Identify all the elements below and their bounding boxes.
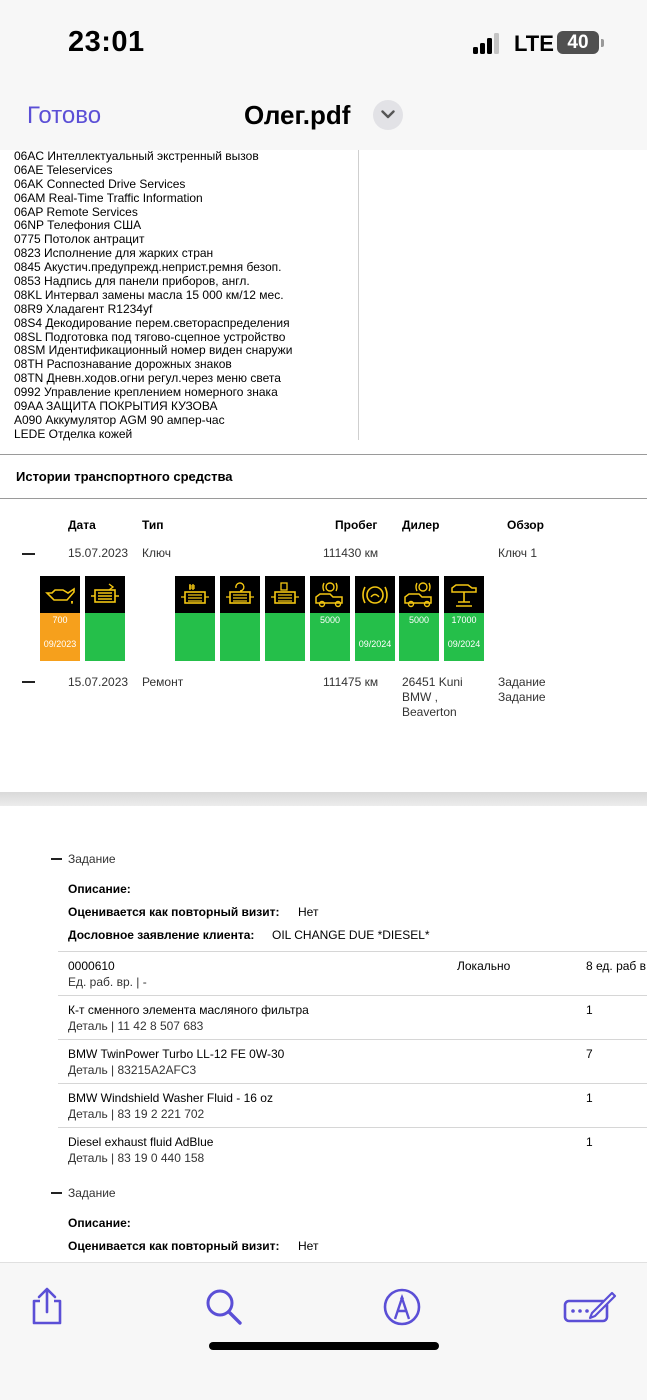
equipment-item: LEDE Отделка кожей bbox=[14, 426, 133, 441]
title-menu-button[interactable] bbox=[373, 100, 403, 130]
item-qty: 8 ед. раб в bbox=[586, 959, 647, 973]
equipment-item: 08SL Подготовка под тягово-сцепное устройство bbox=[14, 329, 286, 344]
equipment-item: 0853 Надпись для панели приборов, англ. bbox=[14, 274, 250, 289]
item-detail: Деталь | 83 19 2 221 702 bbox=[68, 1107, 205, 1121]
equipment-item: 06AC Интеллектуальный экстренный вызов bbox=[14, 149, 259, 163]
equipment-item: 06NP Телефония США bbox=[14, 218, 142, 233]
battery-icon: 40 bbox=[557, 31, 599, 54]
item-qty: 7 bbox=[586, 1047, 593, 1061]
customer-statement-label: Дословное заявление клиента: bbox=[68, 928, 255, 942]
service-indicator bbox=[175, 576, 215, 661]
collapse-icon[interactable] bbox=[51, 858, 62, 860]
share-icon bbox=[28, 1287, 66, 1327]
equipment-item: A090 Аккумулятор AGM 90 ампер-час bbox=[14, 412, 225, 427]
row-mileage: 111475 км bbox=[323, 675, 379, 689]
item-qty: 1 bbox=[586, 1003, 593, 1017]
equipment-item: 08S4 Декодирование перем.светораспределения bbox=[14, 315, 290, 330]
fuel-filter-icon bbox=[269, 580, 301, 609]
item-detail: Деталь | 83215A2AFC3 bbox=[68, 1063, 197, 1077]
home-indicator bbox=[209, 1342, 439, 1350]
fill-sign-icon bbox=[562, 1287, 618, 1327]
equipment-item: 0823 Исполнение для жарких стран bbox=[14, 246, 214, 261]
collapse-icon[interactable] bbox=[22, 681, 35, 683]
equipment-item: 09AA ЗАЩИТА ПОКРЫТИЯ КУЗОВА bbox=[14, 399, 218, 414]
diesel-filter-icon bbox=[89, 580, 121, 609]
service-indicator: 700 09/2023 bbox=[40, 576, 80, 661]
item-location: Локально bbox=[457, 959, 511, 973]
history-title: Истории транспортного средства bbox=[16, 469, 233, 484]
item-name: К-т сменного элемента масляного фильтра bbox=[68, 1003, 309, 1017]
equipment-item: 08SM Идентификационный номер виден снаружи bbox=[14, 343, 293, 358]
service-indicator: 09/2024 bbox=[355, 576, 395, 661]
description-label: Описание: bbox=[68, 882, 131, 896]
service-indicator: 5000 bbox=[399, 576, 439, 661]
exhaust-refresh-icon bbox=[224, 580, 256, 609]
row-overview: Ключ 1 bbox=[498, 546, 537, 560]
collapse-icon[interactable] bbox=[51, 1192, 62, 1194]
equipment-item: 0845 Акустич.предупрежд.неприст.ремня безоп. bbox=[14, 260, 282, 275]
equipment-list bbox=[14, 150, 292, 442]
description-label: Описание: bbox=[68, 1216, 131, 1230]
row-type: Ключ bbox=[142, 546, 171, 560]
service-indicator bbox=[85, 576, 125, 661]
equipment-item: 06AP Remote Services bbox=[14, 204, 138, 219]
cellular-signal-icon bbox=[473, 32, 503, 54]
repeat-visit-label: Оценивается как повторный визит: bbox=[68, 1239, 280, 1253]
equipment-item: 08KL Интервал замены масла 15 000 км/12 мес. bbox=[14, 287, 284, 302]
markup-icon bbox=[382, 1287, 422, 1327]
repeat-visit-value: Нет bbox=[298, 1239, 319, 1253]
document-title[interactable]: Олег.pdf bbox=[244, 100, 351, 130]
row-type: Ремонт bbox=[142, 675, 184, 689]
item-qty: 1 bbox=[586, 1091, 593, 1105]
item-detail: Деталь | 83 19 0 440 158 bbox=[68, 1151, 205, 1165]
equipment-item: 08TN Дневн.ходов.огни регул.через меню света bbox=[14, 371, 281, 386]
particle-filter-icon bbox=[179, 580, 211, 609]
item-name: 0000610 bbox=[68, 959, 115, 973]
equipment-item: 0775 Потолок антрацит bbox=[14, 232, 145, 247]
vehicle-check-icon bbox=[448, 580, 480, 609]
column-header-type: Тип bbox=[142, 518, 164, 532]
car-brake-rear-icon bbox=[403, 580, 435, 609]
pdf-page-2[interactable] bbox=[0, 806, 647, 1262]
markup-button[interactable] bbox=[382, 1287, 422, 1332]
done-button[interactable]: Готово bbox=[27, 102, 102, 129]
job-header: Задание bbox=[68, 852, 116, 866]
item-name: Diesel exhaust fluid AdBlue bbox=[68, 1135, 214, 1149]
equipment-item: 08R9 Хладагент R1234yf bbox=[14, 301, 153, 316]
service-indicator bbox=[220, 576, 260, 661]
row-mileage: 111430 км bbox=[323, 546, 379, 560]
oil-can-icon bbox=[44, 580, 76, 609]
section-divider bbox=[0, 454, 647, 455]
row-date: 15.07.2023 bbox=[68, 675, 129, 689]
column-header-mileage: Пробег bbox=[335, 518, 378, 532]
share-button[interactable] bbox=[28, 1287, 66, 1332]
battery-tip bbox=[601, 39, 604, 47]
nav-bar bbox=[0, 88, 647, 150]
column-header-date: Дата bbox=[68, 518, 96, 532]
item-detail: Деталь | 11 42 8 507 683 bbox=[68, 1019, 204, 1033]
equipment-item: 0992 Управление креплением номерного знака bbox=[14, 385, 278, 400]
search-button[interactable] bbox=[204, 1287, 244, 1332]
service-indicator: 5000 bbox=[310, 576, 350, 661]
item-name: BMW Windshield Washer Fluid - 16 oz bbox=[68, 1091, 273, 1105]
chevron-down-icon bbox=[381, 110, 395, 120]
status-time: 23:01 bbox=[68, 26, 145, 58]
item-qty: 1 bbox=[586, 1135, 593, 1149]
row-date: 15.07.2023 bbox=[68, 546, 129, 560]
item-name: BMW TwinPower Turbo LL-12 FE 0W-30 bbox=[68, 1047, 285, 1061]
equipment-item: 06AE Teleservices bbox=[14, 162, 113, 177]
job-header: Задание bbox=[68, 1186, 116, 1200]
row-dealer: 26451 Kuni BMW , Beaverton bbox=[402, 675, 463, 719]
equipment-item: 08TH Распознавание дорожных знаков bbox=[14, 357, 232, 372]
table-divider bbox=[358, 150, 359, 440]
search-icon bbox=[204, 1287, 244, 1327]
column-header-dealer: Дилер bbox=[402, 518, 440, 532]
brake-fluid-icon bbox=[359, 580, 391, 609]
collapse-icon[interactable] bbox=[22, 553, 35, 555]
bottom-toolbar bbox=[0, 1262, 647, 1400]
network-type: LTE bbox=[514, 31, 554, 56]
service-indicator bbox=[265, 576, 305, 661]
column-header-overview: Обзор bbox=[507, 518, 544, 532]
pdf-page-1[interactable] bbox=[0, 150, 647, 792]
row-overview: Задание Задание bbox=[498, 675, 546, 704]
status-bar bbox=[0, 0, 647, 88]
repeat-visit-label: Оценивается как повторный визит: bbox=[68, 905, 280, 919]
customer-statement-value: OIL CHANGE DUE *DIESEL* bbox=[272, 928, 430, 942]
equipment-item: 06AK Connected Drive Services bbox=[14, 176, 186, 191]
section-divider bbox=[0, 498, 647, 499]
repeat-visit-value: Нет bbox=[298, 905, 319, 919]
page-separator bbox=[0, 792, 647, 806]
car-brake-front-icon bbox=[314, 580, 346, 609]
equipment-item: 06AM Real-Time Traffic Information bbox=[14, 190, 203, 205]
item-detail: Ед. раб. вр. | - bbox=[68, 975, 147, 989]
fill-sign-button[interactable] bbox=[562, 1287, 618, 1332]
service-indicator: 17000 09/2024 bbox=[444, 576, 484, 661]
